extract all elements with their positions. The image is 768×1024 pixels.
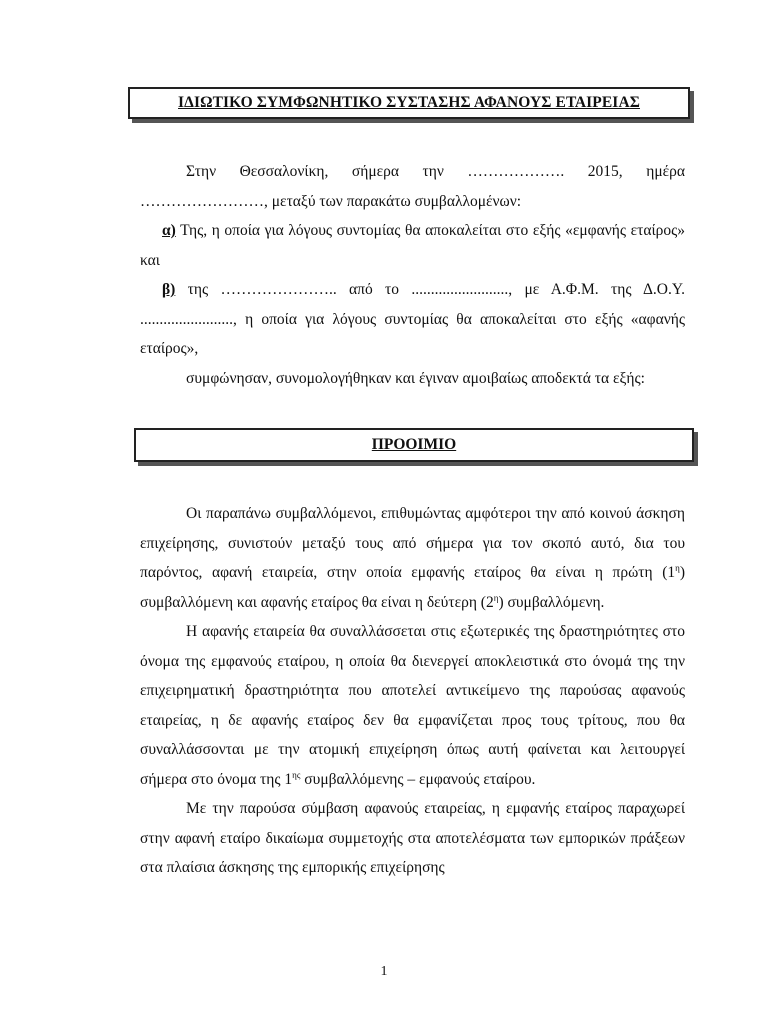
agreement-paragraph: συμφώνησαν, συνομολογήθηκαν και έγιναν αμοιβαίως αποδεκτά τα εξής: bbox=[186, 369, 645, 387]
paragraph-1-text-b: ) συμβαλλόμενη και αφανής εταίρος θα είναι η δεύτερη (2 bbox=[140, 564, 685, 611]
paragraph-2-text-b: συμβαλλόμενης – εμφανούς εταίρου. bbox=[300, 770, 536, 788]
preamble-block bbox=[140, 157, 685, 393]
party-a-paragraph bbox=[140, 216, 685, 275]
ordinal-superscript: η bbox=[493, 592, 499, 603]
paragraph-1-text-c: ) συμβαλλόμενη. bbox=[498, 593, 605, 611]
document-title-box bbox=[128, 87, 690, 119]
section-title-box bbox=[134, 428, 694, 462]
body-block bbox=[140, 499, 685, 883]
paragraph-2-text-a: Η αφανής εταιρεία θα συναλλάσσεται στις εξωτερικές της δραστηριότητες στο όνομα της εμφανούς εταίρου, η οποία θα διενεργεί αποκλειστικά στο όνομά της την επιχειρηματική δραστηριότητα που αποτελεί αντικείμενο της παρούσας αφανούς εταιρείας, η δε αφανής εταίρος δεν θα εμφανίζεται προς τους τρίτους, που θα συναλλάσσονται με την ατομική επιχείρηση όπως αυτή φαίνεται και λειτουργεί σήμερα στο όνομα της 1 bbox=[140, 623, 685, 788]
party-a-marker: α) bbox=[162, 222, 176, 239]
party-a-text: Της, η οποία για λόγους συντομίας θα αποκαλείται στο εξής «εμφανής εταίρος» και bbox=[140, 222, 685, 269]
intro-paragraph: Στην Θεσσαλονίκη, σήμερα την ………………. 2015, ημέρα ……………………, μεταξύ των παρακάτω συμβαλλομένων: bbox=[140, 163, 685, 210]
paragraph-1-text-a: Οι παραπάνω συμβαλλόμενοι, επιθυμώντας αμφότεροι την από κοινού άσκηση επιχείρησης, συνιστούν μεταξύ τους από σήμερα για τον σκοπό αυτό, δια του παρόντος, αφανή εταιρεία, στην οποία εμφανής εταίρος θα είναι η πρώτη (1 bbox=[140, 505, 685, 581]
document-title: ΙΔΙΩΤΙΚΟ ΣΥΜΦΩΝΗΤΙΚΟ ΣΥΣΤΑΣΗΣ ΑΦΑΝΟΥΣ ΕΤΑΙΡΕΙΑΣ bbox=[178, 94, 640, 111]
party-b-text: της ………………….. από το ........................., με Α.Φ.Μ. της Δ.Ο.Υ. ........................, η οποία για λόγους συντομίας θα αποκαλείται στο εξής «αφανής εταίρος», bbox=[140, 281, 685, 357]
paragraph-1 bbox=[140, 499, 685, 617]
section-title: ΠΡΟΟΙΜΙΟ bbox=[371, 436, 457, 453]
paragraph-2 bbox=[140, 617, 685, 794]
ordinal-superscript: η bbox=[675, 562, 680, 573]
paragraph-3: Με την παρούσα σύμβαση αφανούς εταιρείας, η εμφανής εταίρος παραχωρεί στην αφανή εταίρο δικαίωμα συμμετοχής στα αποτελέσματα των εμπορικών πράξεων στα πλαίσια άσκησης της εμπορικής επιχείρησης bbox=[140, 800, 685, 876]
page-number: 1 bbox=[380, 964, 388, 979]
ordinal-superscript: ης bbox=[292, 769, 301, 780]
party-b-marker: β) bbox=[162, 281, 176, 298]
party-b-paragraph bbox=[140, 275, 685, 364]
